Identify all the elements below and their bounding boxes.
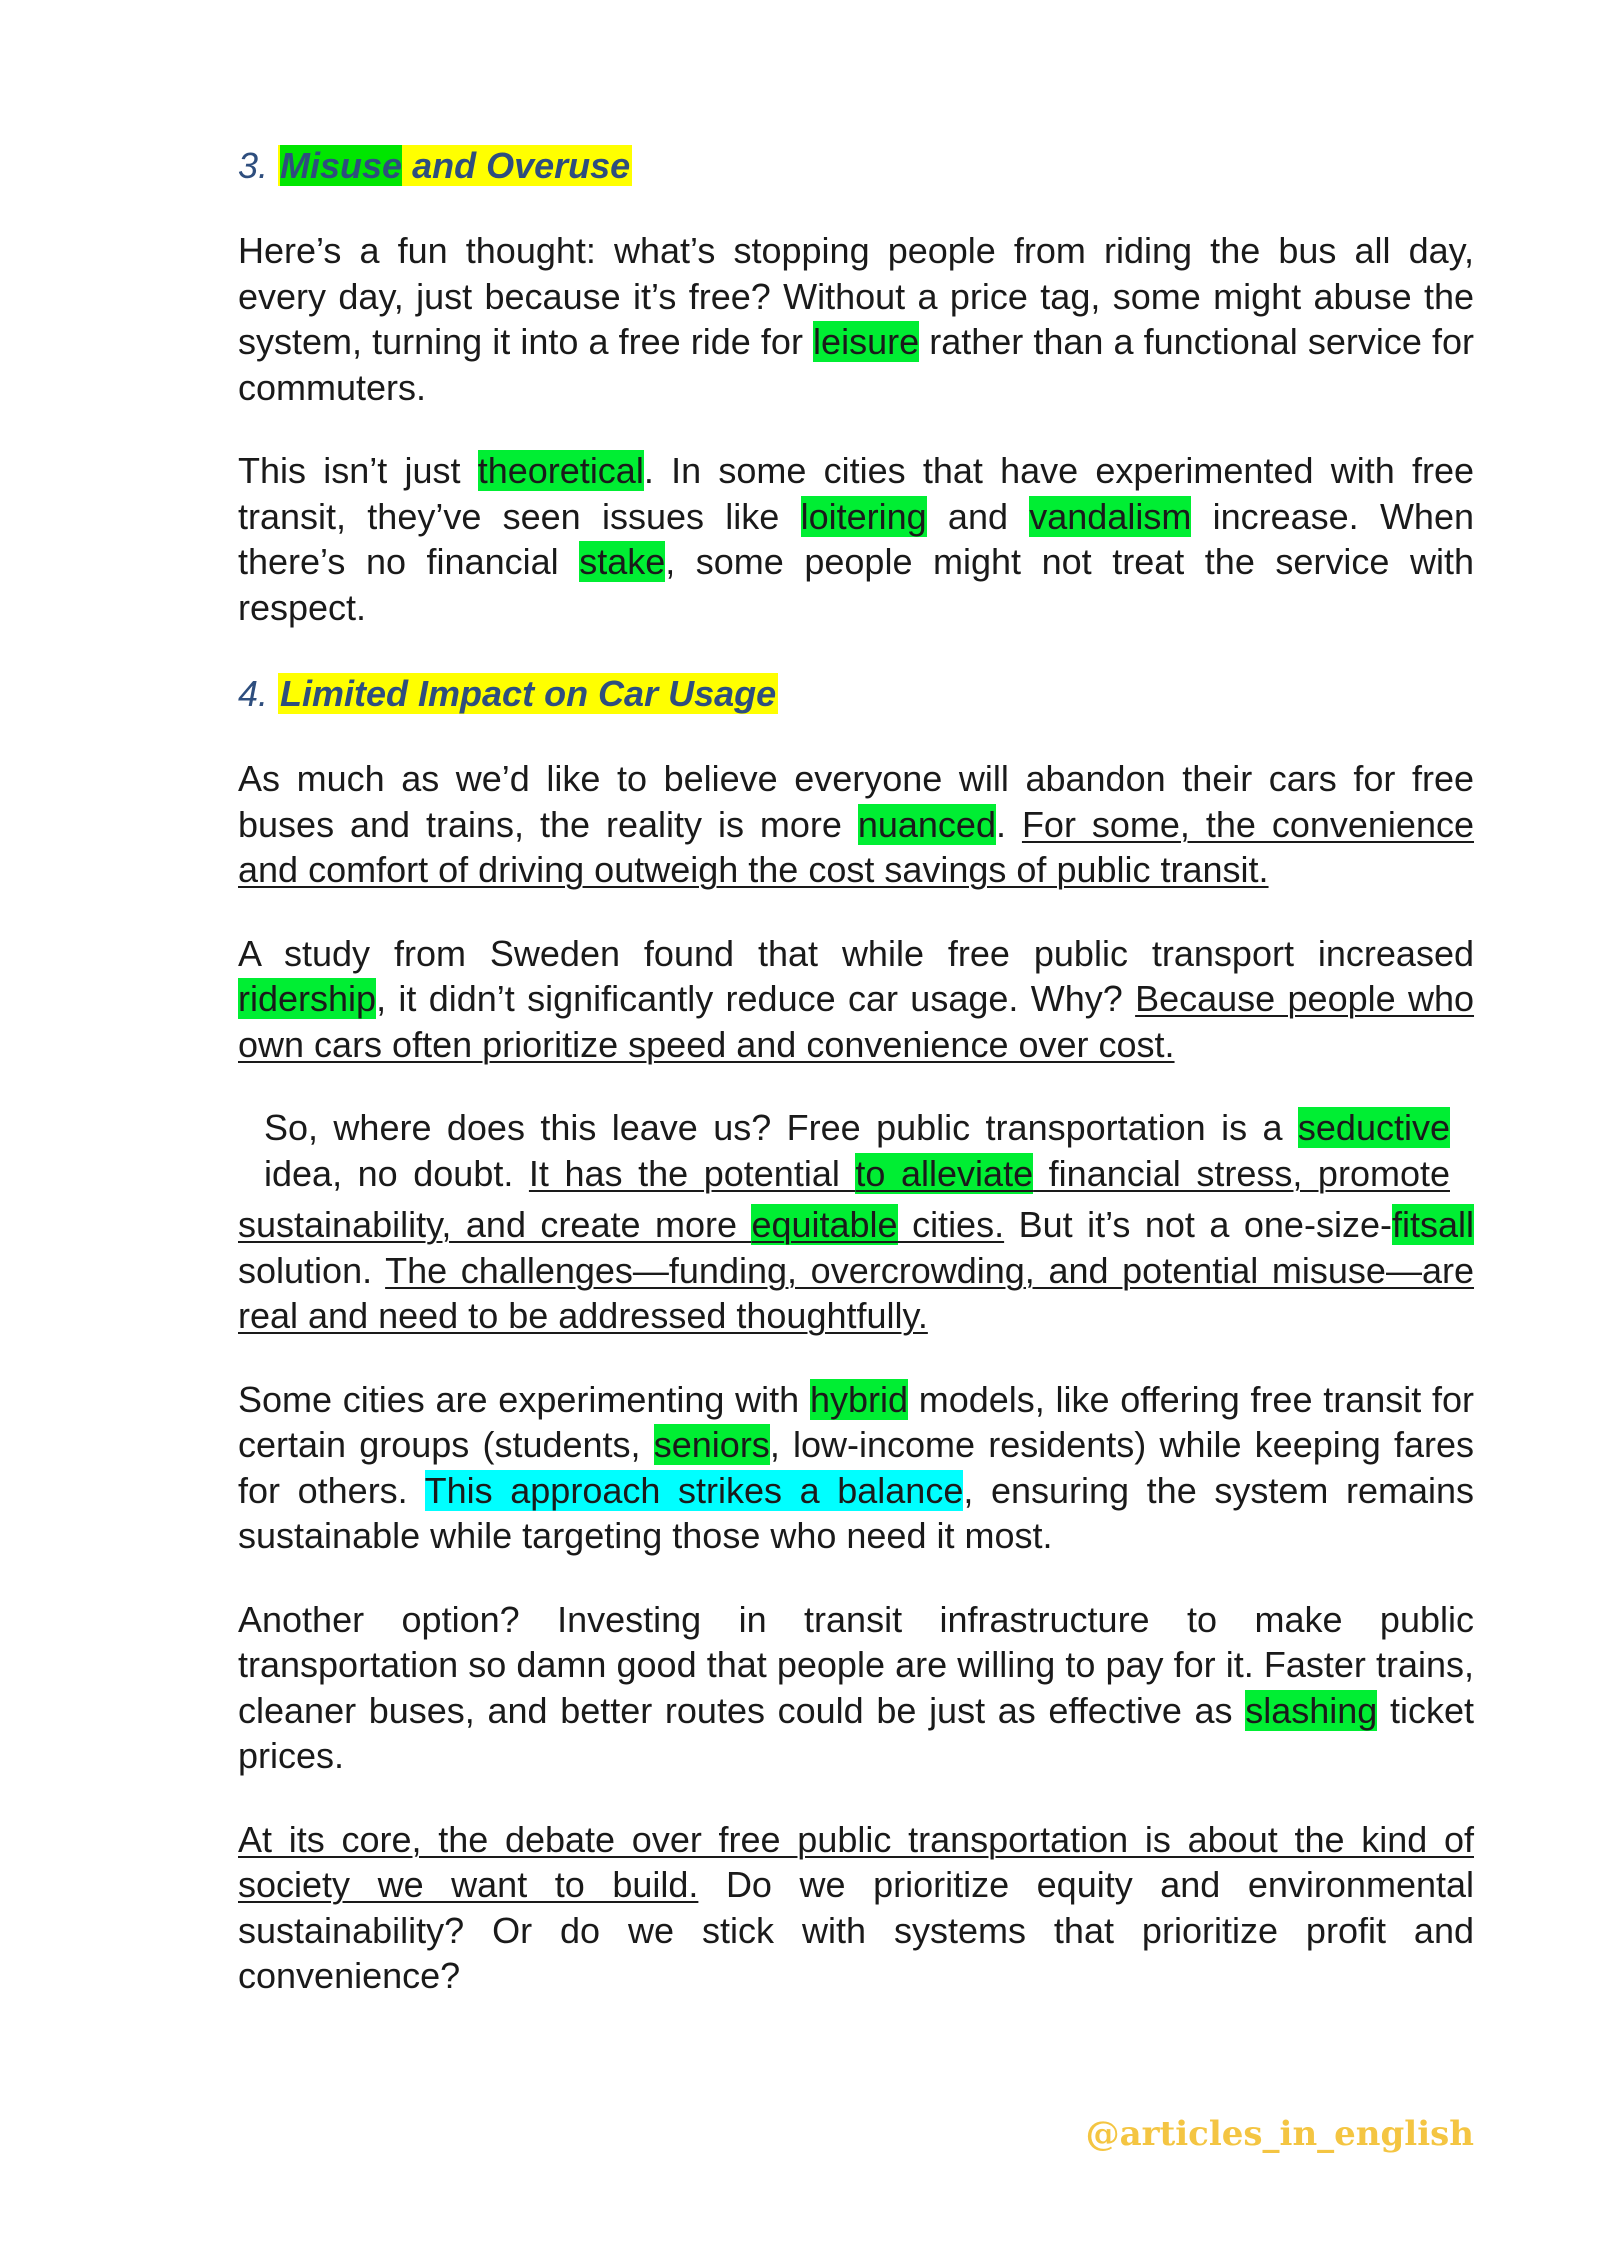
paragraph-at-its-core: At its core, the debate over free public transportation is about the kind of society we want to build. Do we prioritize equity and environmental sustainability? Or do we stick with systems that prioritize profit and convenience? — [238, 1818, 1475, 1996]
watermark-handle: @articles_in_english — [1085, 2114, 1474, 2154]
highlight-word: ridership — [238, 978, 377, 1019]
section-title: Limited Impact on Car Usage — [280, 673, 777, 714]
highlight-word: equitable — [751, 1204, 898, 1245]
highlight-word: seductive — [1297, 1107, 1450, 1148]
underlined-sentence: At its core, the debate over free public transportation is about the kind of society we want to build. — [238, 1818, 1474, 1905]
paragraph-fun-thought: Here’s a fun thought: what’s stopping people from riding the bus all day, every day, just because it’s free? Without a price tag, some might abuse the system, turning it into a free ride for leisure rather than a functional service for commuters. — [238, 230, 1474, 408]
highlight-word: slashing — [1245, 1689, 1378, 1731]
underlined-sentence: For some, the convenience and comfort of driving outweigh the cost savings of public transit. — [238, 803, 1474, 890]
paragraph-another-option: Another option? Investing in transit infrastructure to make public transportation so damn good that people are willing to pay for it. Faster trains, cleaner buses, and better routes could be just as effective as slashing ticket prices. — [238, 1598, 1474, 1776]
highlight-word: stake — [579, 541, 666, 582]
underlined-sentence: Because people who own cars often prioritize speed and convenience over cost. — [238, 978, 1475, 1065]
highlight-word: seniors — [653, 1424, 770, 1465]
paragraph-theoretical: This isn’t just theoretical. In some cities that have experimented with free transit, they’ve seen issues like loitering and vandalism increase. When there’s no financial stake, some people might not treat the service with respect. — [238, 450, 1474, 628]
document-page — [238, 140, 1474, 2037]
paragraph-conclusion-rest: sustainability, and create more equitable cities. But it’s not a one-size-fitsall solution. The challenges—funding, overcrowding, and potential misuse—are real and need to be addressed thoughtfully. — [238, 1204, 1474, 1336]
highlight-word: to alleviate — [855, 1152, 1034, 1194]
highlight-word: vandalism — [1029, 495, 1192, 537]
highlight-word: theoretical — [477, 450, 644, 491]
section-number: 3. — [238, 145, 279, 186]
highlight-word: hybrid — [809, 1378, 908, 1420]
highlight-word: nuanced — [857, 803, 996, 845]
highlight-word: loitering — [800, 495, 927, 537]
paragraph-nuanced: As much as we’d like to believe everyone will abandon their cars for free buses and trains, the reality is more nuanced. For some, the convenience and comfort of driving outweigh the cost savings of public transit. — [238, 758, 1474, 890]
section-heading-misuse — [238, 140, 1474, 192]
section-heading-car-usage — [238, 668, 1474, 720]
section-number: 4. — [238, 673, 279, 714]
highlight-phrase: This approach strikes a balance — [424, 1469, 964, 1511]
section-title: Misuse and Overuse — [280, 145, 631, 186]
paragraph-conclusion-lines: So, where does this leave us? Free public transportation is a seductive idea, no doubt. It has the potential to alleviate financial stress, promote — [264, 1107, 1450, 1194]
underlined-sentence: The challenges—funding, overcrowding, and potential misuse—are real and need to be addressed thoughtfully. — [238, 1249, 1474, 1336]
paragraph-sweden-study: A study from Sweden found that while free public transport increased ridership, it didn’t significantly reduce car usage. Why? Because people who own cars often prioritize speed and convenience over cost. — [238, 932, 1475, 1065]
highlight-word: leisure — [813, 321, 920, 362]
highlight-word: fitsall — [1391, 1204, 1474, 1245]
paragraph-hybrid-models: Some cities are experimenting with hybrid models, like offering free transit for certain groups (students, seniors, low-income residents) while keeping fares for others. This approach strikes a balance, ensuring the system remains sustainable while targeting those who need it most. — [238, 1378, 1475, 1556]
